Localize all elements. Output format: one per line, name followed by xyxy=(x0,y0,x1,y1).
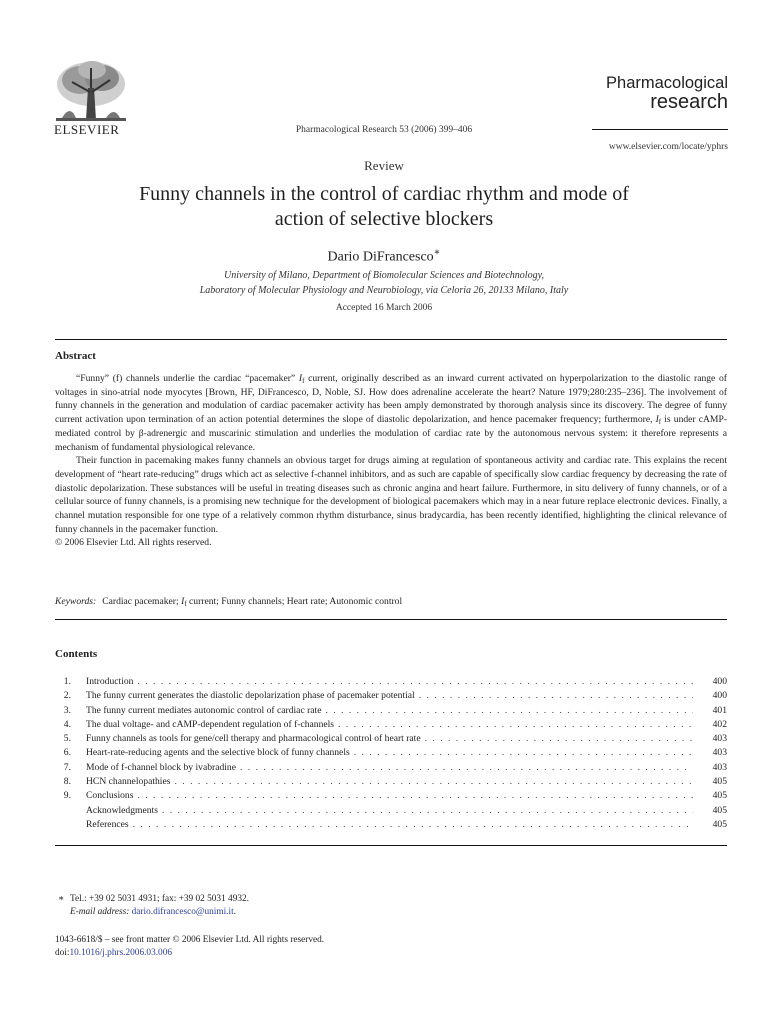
toc-leader xyxy=(174,776,693,787)
divider-bottom xyxy=(55,845,727,846)
toc-item[interactable]: 1. Introduction . . . 400 xyxy=(55,676,727,690)
keyword-rest: current; Funny channels; Heart rate; Autonomic control xyxy=(186,596,403,607)
abstract-p1-part-b: current, originally described as an inward current activated on hyperpolarization to the diastolic range of voltages in sino-atrial node myocytes [Brown, HF, DiFrancesco, D, Noble, SJ. How does adrenaline accelerate the heart? Nature 1979;280:235–236]. The involvement of funny channels in the generation and modulation of cardiac pacemaker activity has been amply demonstrated by thorough analysis since its discovery. The degree of funny current activation upon termination of an action potential determines the slope of diastolic depolarization, and hence pacemaker frequency; furthermore, xyxy=(55,373,727,426)
contents-heading: Contents xyxy=(55,648,98,660)
keyword-1: Cardiac pacemaker; xyxy=(102,596,182,607)
accepted-date: Accepted 16 March 2006 xyxy=(335,303,433,313)
abstract-p1-part-a: “Funny” (f) channels underlie the cardiac “pacemaker” xyxy=(76,373,299,384)
journal-brand xyxy=(606,75,728,113)
table-of-contents xyxy=(55,676,727,833)
abstract-body xyxy=(55,372,727,550)
abstract-heading: Abstract xyxy=(55,350,96,362)
toc-item[interactable]: 4. The dual voltage- and cAMP-dependent regulation of f-channels . . . 402 xyxy=(55,719,727,733)
toc-item[interactable]: 9. Conclusions . . . 405 xyxy=(55,790,727,804)
publisher-name: ELSEVIER xyxy=(54,122,120,137)
keyword-symbol-sub: f xyxy=(184,600,187,608)
toc-item[interactable]: References . . . 405 xyxy=(55,819,727,833)
abstract-p1-part-c: is under cAMP-mediated control by β-adrenergic and muscarinic stimulation and underlies the modulation of cardiac rate by the autonomous nervous system: it therefore represents a mechanism of fundamental physiological relevance. xyxy=(55,414,727,453)
symbol-sub-f: f xyxy=(302,377,305,385)
toc-leader xyxy=(133,819,693,830)
keyword-symbol-I: I xyxy=(181,596,185,607)
toc-leader xyxy=(137,676,693,687)
keywords xyxy=(55,596,402,607)
toc-leader xyxy=(338,719,693,730)
journal-url-link[interactable]: www.elsevier.com/locate/yphrs xyxy=(608,142,728,152)
toc-leader xyxy=(240,762,693,773)
symbol-sub-f-2: f xyxy=(658,418,662,427)
divider-middle xyxy=(55,619,727,620)
author-name xyxy=(0,247,768,266)
email-link[interactable]: dario.difrancesco@unimi.it xyxy=(131,907,234,917)
footnote-contact: Tel.: +39 02 5031 4931; fax: +39 02 5031 4932. xyxy=(70,894,249,904)
doi-label: doi: xyxy=(55,948,70,958)
abstract-paragraph-2: Their function in pacemaking makes funny channels an obvious target for drugs aiming at regulation of spontaneous activity and cardiac rate. This explains the recent development of “heart rate-reducing” drugs which act as selective f-channel inhibitors, and as such are capable of specifically slow cardiac frequency by decreasing the rate of diastolic depolarization. These substances will be useful in treating diseases such as chronic angina and heart failure. Furthermore, in situ delivery of funny channels, or of a cellular source of funny channels, is a promising new technique for the development of biological pacemakers which may in a near future replace electronic devices. Finally, a channel mutation responsible for one type of a relatively common rhythm disturbance, sinus bradycardia, has been recently identified, highlighting the clinical relevance of funny channels in the pacemaker function. xyxy=(55,455,727,535)
abstract-paragraph-1 xyxy=(55,372,727,454)
brand-divider xyxy=(592,129,728,130)
footnote-mark: ∗ xyxy=(58,894,65,904)
toc-item[interactable]: 5. Funny channels as tools for gene/cell therapy and pharmacological control of heart rate . . . 403 xyxy=(55,733,727,747)
affiliation-line-2: Laboratory of Molecular Physiology and Neurobiology, via Celoria 26, 20133 Milano, Italy xyxy=(199,285,569,296)
toc-item[interactable]: 7. Mode of f-channel block by ivabradine . . . 403 xyxy=(55,762,727,776)
toc-item[interactable]: 6. Heart-rate-reducing agents and the selective block of funny channels . . . 403 xyxy=(55,747,727,761)
elsevier-tree-logo-icon xyxy=(50,58,132,126)
symbol-I-2: I xyxy=(655,414,659,426)
toc-leader xyxy=(354,747,693,758)
doi-link[interactable]: 10.1016/j.phrs.2006.03.006 xyxy=(69,948,172,958)
symbol-I: I xyxy=(298,373,303,384)
toc-leader xyxy=(419,690,693,701)
divider-top xyxy=(55,339,727,340)
toc-leader xyxy=(137,790,693,801)
affiliation-line-1: University of Milano, Department of Biomolecular Sciences and Biotechnology, xyxy=(224,270,544,281)
author-footnote xyxy=(58,893,249,919)
abstract-copyright: © 2006 Elsevier Ltd. All rights reserved. xyxy=(55,537,212,549)
email-label: E-mail address: xyxy=(70,907,130,917)
issn-line: 1043-6618/$ – see front matter © 2006 Elsevier Ltd. All rights reserved. xyxy=(55,935,325,945)
toc-item[interactable]: 3. The funny current mediates autonomic control of cardiac rate . . . 401 xyxy=(55,705,727,719)
brand-line-1: Pharmacological xyxy=(606,74,728,92)
front-matter xyxy=(55,934,324,960)
toc-item[interactable]: 8. HCN channelopathies . . . 405 xyxy=(55,776,727,790)
email-end: . xyxy=(233,907,236,917)
article-type-label: Review xyxy=(364,158,404,173)
toc-leader xyxy=(325,705,693,716)
author-affiliation xyxy=(0,268,768,298)
article-title: Funny channels in the control of cardiac rhythm and mode of action of selective blockers xyxy=(139,183,629,230)
author-text: Dario DiFrancesco xyxy=(327,249,434,265)
toc-item[interactable]: Acknowledgments . . . 405 xyxy=(55,805,727,819)
toc-item[interactable]: 2. The funny current generates the diastolic depolarization phase of pacemaker potential . . . 400 xyxy=(55,690,727,704)
author-footnote-mark[interactable]: ∗ xyxy=(433,247,441,258)
brand-line-2: research xyxy=(650,91,728,114)
journal-citation: Pharmacological Research 53 (2006) 399–406 xyxy=(295,125,473,135)
toc-leader xyxy=(162,805,693,816)
toc-leader xyxy=(425,733,693,744)
keywords-label: Keywords: xyxy=(55,596,97,607)
